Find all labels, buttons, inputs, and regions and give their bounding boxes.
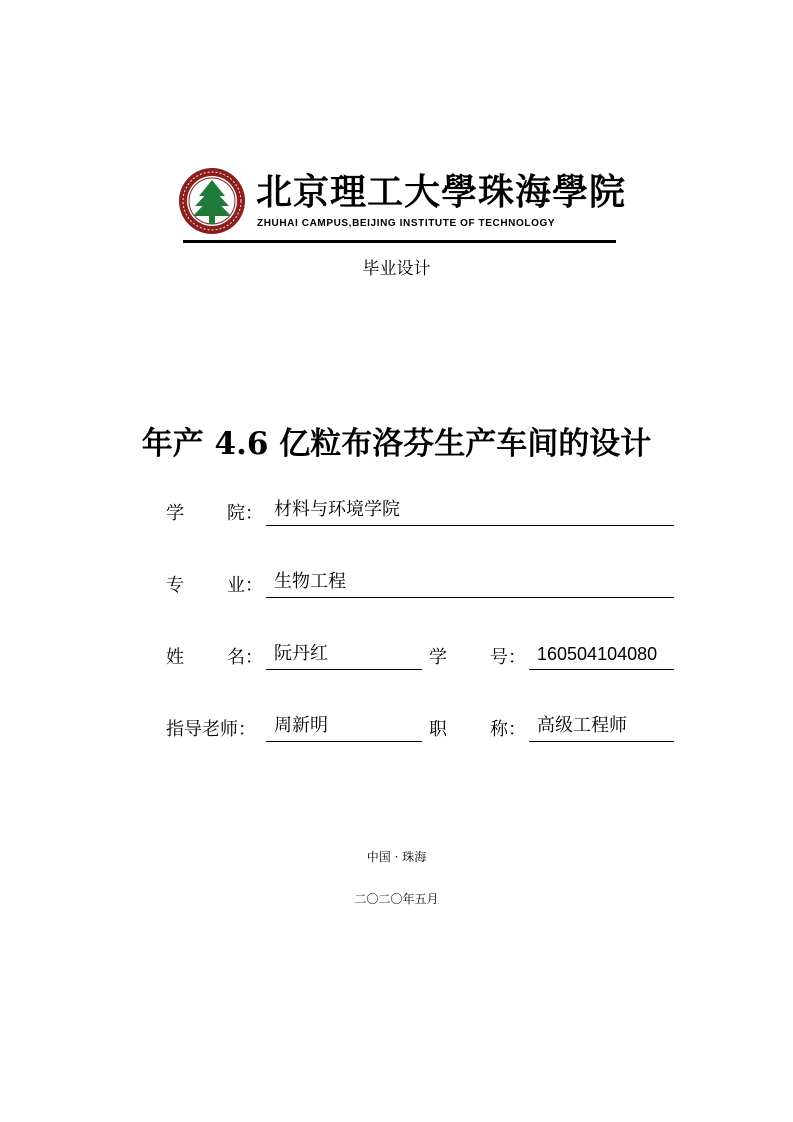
header-rule xyxy=(183,240,616,243)
advisor-label: 指导老师： xyxy=(166,719,256,740)
school-name-en: ZHUHAI CAMPUS,BEIJING INSTITUTE OF TECHNOLOGY xyxy=(257,218,556,229)
thesis-title: 年产 4.6 亿粒布洛芬生产车间的设计 xyxy=(141,426,652,462)
college-label-b: 院： xyxy=(227,503,263,524)
advisor-value: 周新明 xyxy=(266,714,422,742)
university-emblem-icon xyxy=(177,166,247,236)
student-id-label-b: 号： xyxy=(490,647,526,668)
name-value: 阮丹红 xyxy=(266,642,422,670)
position-value: 高级工程师 xyxy=(529,714,674,742)
position-label-a: 职 xyxy=(429,719,447,740)
position-label-b: 称： xyxy=(490,719,526,740)
school-name-cn: 北京理工大學珠海學院 xyxy=(256,171,627,213)
student-id-value: 160504104080 xyxy=(529,642,674,670)
major-label-a: 专 xyxy=(166,575,184,596)
document-type: 毕业设计 xyxy=(362,259,431,279)
name-label-a: 姓 xyxy=(166,647,184,668)
footer-place: 中国 · 珠海 xyxy=(366,850,427,864)
name-label-b: 名： xyxy=(227,647,263,668)
footer-date: 二〇二〇年五月 xyxy=(354,892,439,906)
major-label-b: 业： xyxy=(227,575,263,596)
college-label-a: 学 xyxy=(166,503,184,524)
major-value: 生物工程 xyxy=(266,570,674,598)
college-value: 材料与环境学院 xyxy=(266,498,674,526)
student-id-label-a: 学 xyxy=(429,647,447,668)
